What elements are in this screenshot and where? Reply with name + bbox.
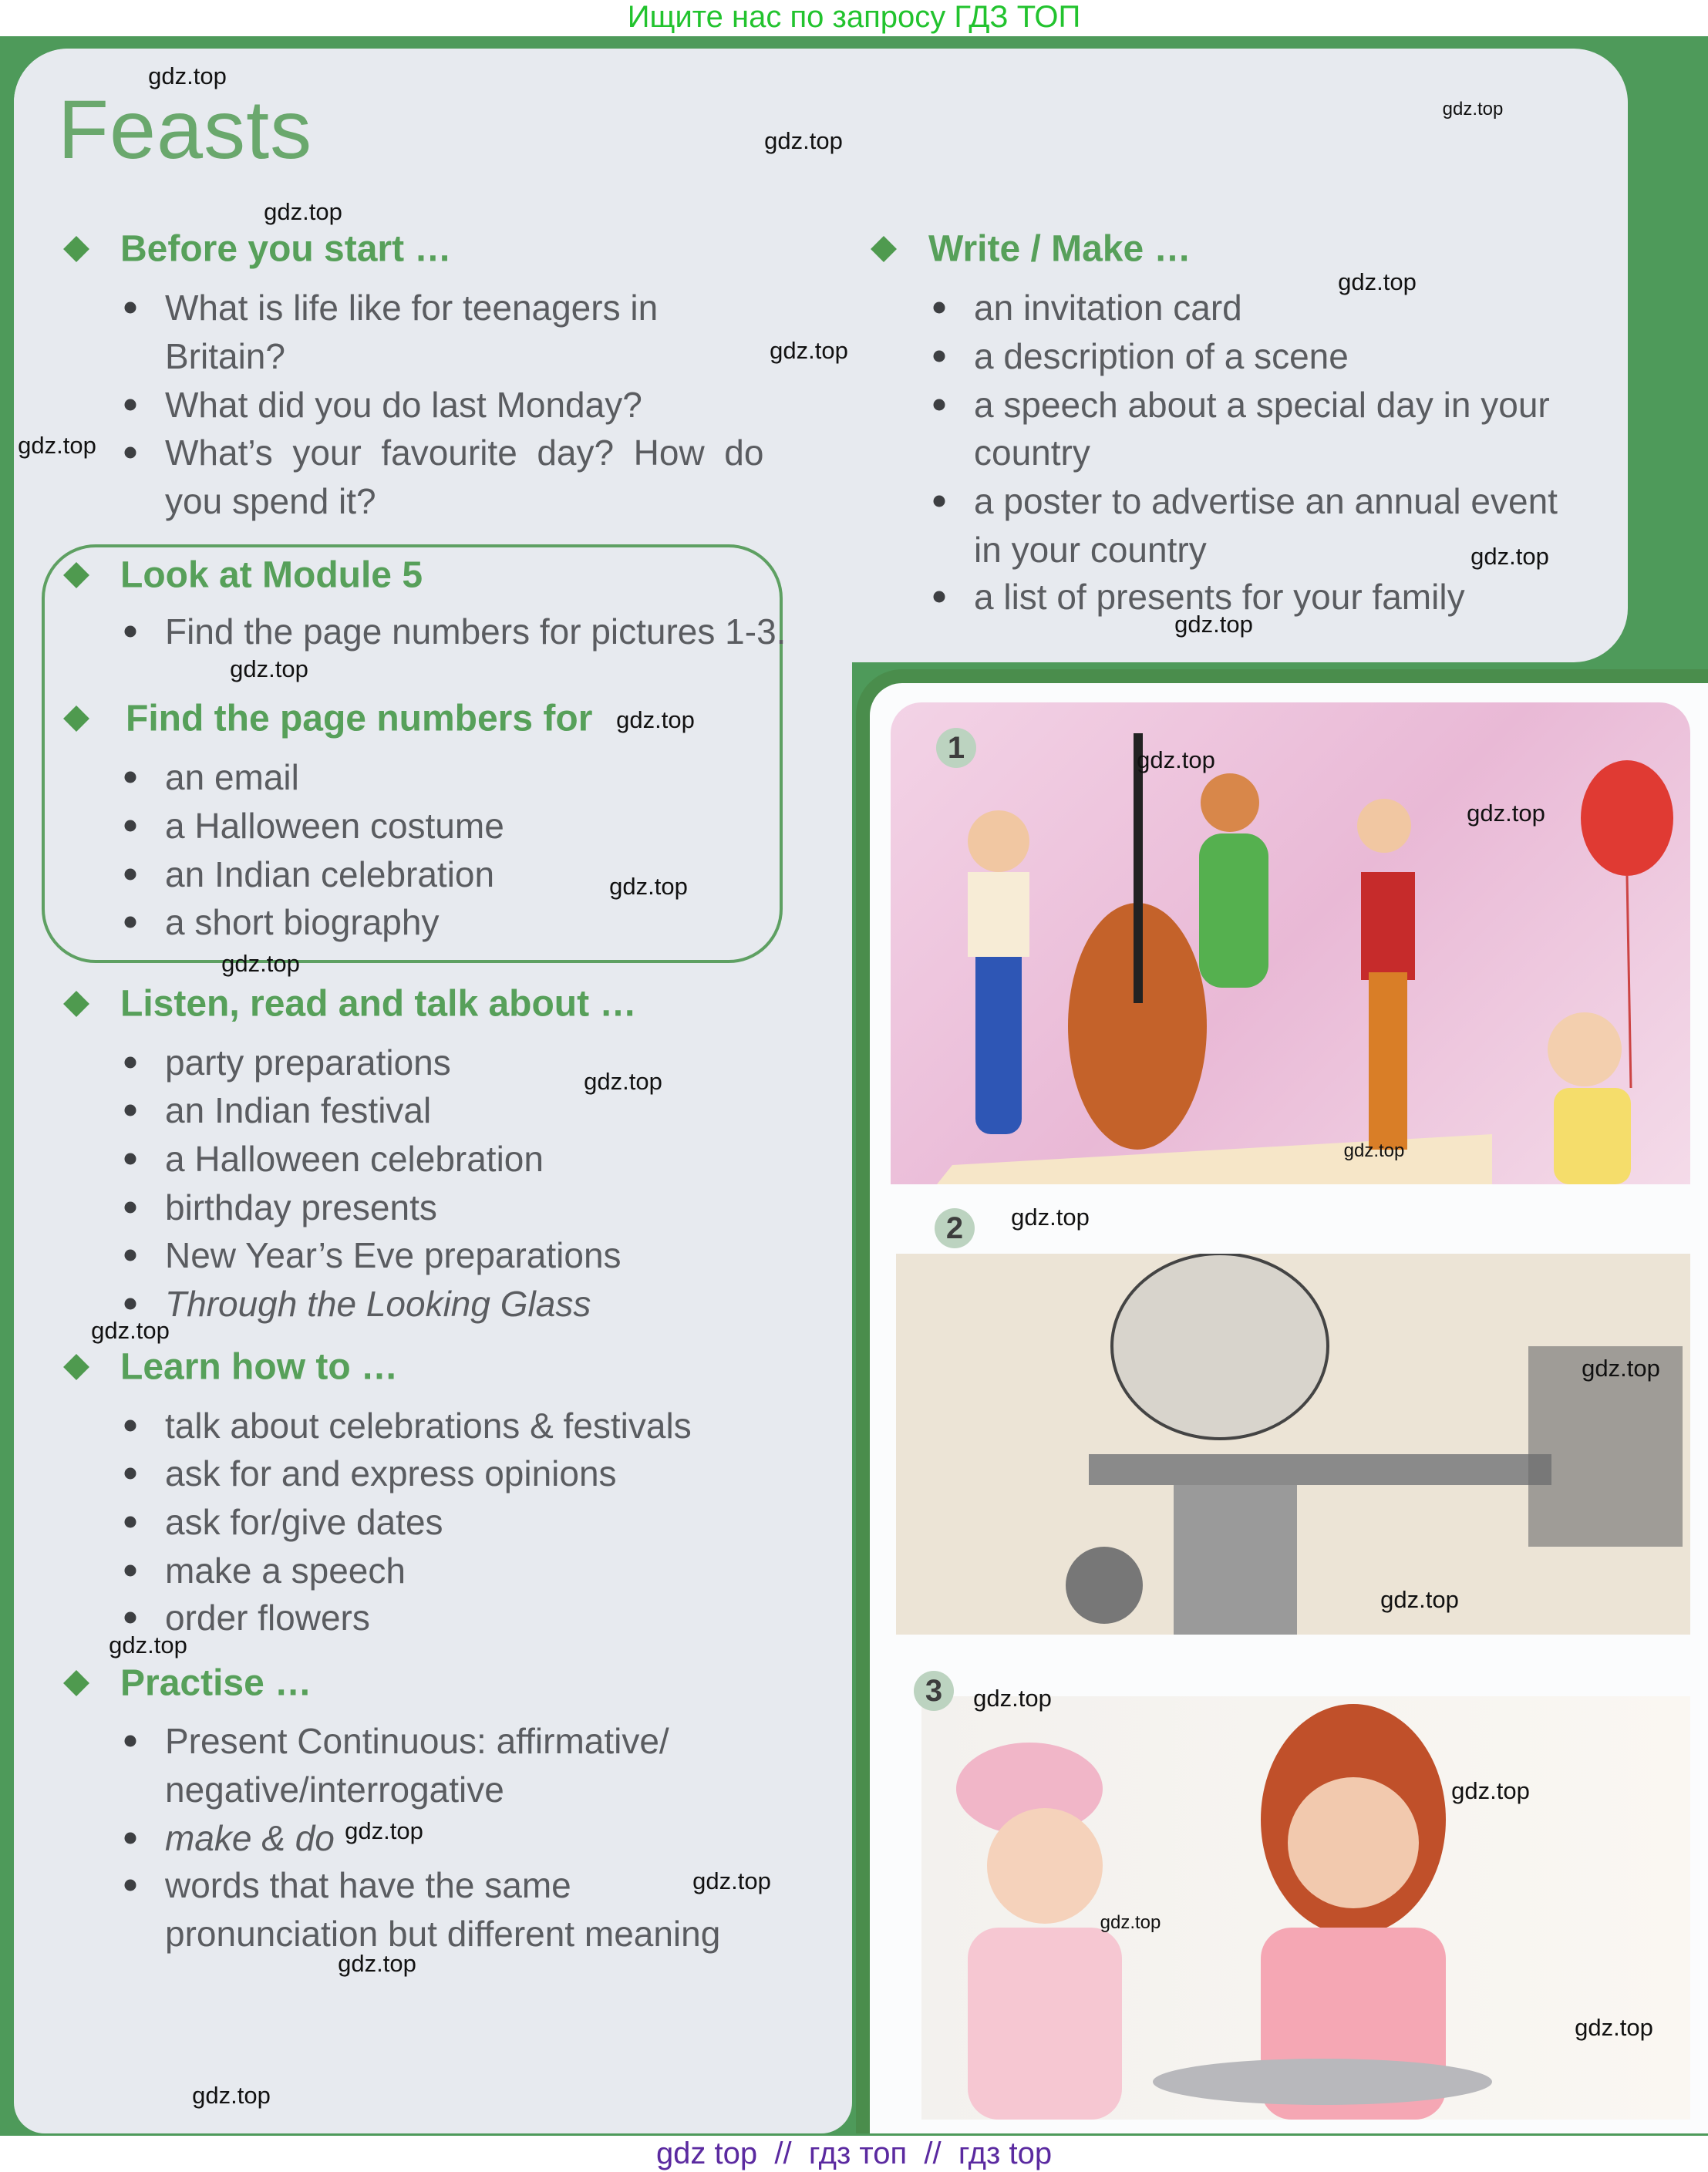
section-heading-before-you-start: Before you start … <box>120 228 452 270</box>
bullet-icon <box>125 626 136 638</box>
bullet-icon <box>125 1833 136 1844</box>
list-item: New Year’s Eve preparations <box>165 1235 622 1275</box>
list-item: pronunciation but different meaning <box>165 1914 721 1954</box>
list-item: a Halloween costume <box>165 806 504 846</box>
watermark-text: gdz.top <box>1174 611 1253 638</box>
list-item: birthday presents <box>165 1187 437 1227</box>
list-item: talk about celebrations & festivals <box>165 1406 692 1446</box>
watermark-text: gdz.top <box>1575 2014 1653 2041</box>
picture-number-badge: 2 <box>935 1208 975 1248</box>
list-item: a Halloween celebration <box>165 1139 544 1179</box>
watermark-text: gdz.top <box>1380 1586 1459 1613</box>
bullet-icon <box>934 351 945 362</box>
list-item: ask for/give dates <box>165 1502 443 1542</box>
picture-number-badge: 3 <box>914 1671 954 1711</box>
list-item: a poster to advertise an annual event <box>974 481 1558 521</box>
list-item: What is life like for teenagers in <box>165 288 659 328</box>
watermark-text: gdz.top <box>764 127 843 154</box>
bullet-icon <box>125 917 136 928</box>
bullet-icon <box>125 820 136 832</box>
picture-band-party <box>891 702 1690 1184</box>
watermark-text: gdz.top <box>692 1867 771 1894</box>
watermark-text: gdz.top <box>264 198 342 225</box>
watermark-text: gdz.top <box>1451 1777 1530 1804</box>
list-item: Britain? <box>165 336 285 376</box>
bullet-icon <box>125 447 136 459</box>
list-item: What’s your favourite day? How do <box>165 433 764 473</box>
list-item: party preparations <box>165 1042 451 1083</box>
list-item: you spend it? <box>165 481 376 521</box>
bullet-icon <box>934 399 945 411</box>
contents-panel-left <box>14 49 852 2133</box>
list-item: a short biography <box>165 902 440 942</box>
watermark-text: gdz.top <box>1100 1912 1161 1933</box>
list-item: Through the Looking Glass <box>165 1284 591 1324</box>
humpty-illustration <box>896 1254 1690 1635</box>
watermark-text: gdz.top <box>973 1685 1052 1712</box>
bullet-icon <box>934 496 945 507</box>
watermark-text: gdz.top <box>1011 1204 1090 1231</box>
watermark-text: gdz.top <box>1343 1140 1405 1161</box>
watermark-text: gdz.top <box>18 432 96 459</box>
bullet-icon <box>125 1420 136 1432</box>
bullet-icon <box>125 869 136 881</box>
section-heading-listen-read: Listen, read and talk about … <box>120 983 637 1025</box>
watermark-text: gdz.top <box>1582 1355 1660 1382</box>
bullet-icon <box>125 1517 136 1528</box>
list-item: a speech about a special day in your <box>974 385 1550 425</box>
watermark-text: gdz.top <box>221 950 300 977</box>
watermark-text: gdz.top <box>1137 746 1215 773</box>
picture-humpty-dumpty <box>896 1254 1690 1635</box>
watermark-text: gdz.top <box>148 62 227 89</box>
watermark-text: gdz.top <box>1467 800 1545 827</box>
bullet-icon <box>125 1202 136 1214</box>
list-item: Present Continuous: affirmative/ <box>165 1721 669 1761</box>
watermark-text: gdz.top <box>192 2082 271 2109</box>
list-item: negative/interrogative <box>165 1770 504 1810</box>
section-heading-learn-how: Learn how to … <box>120 1346 398 1388</box>
list-item: make a speech <box>165 1551 406 1591</box>
picture-baking <box>921 1696 1690 2120</box>
bullet-icon <box>125 1105 136 1116</box>
bullet-icon <box>125 302 136 314</box>
watermark-text: gdz.top <box>616 706 695 733</box>
bullet-icon <box>125 1250 136 1261</box>
watermark-text: gdz.top <box>770 337 848 364</box>
section-heading-write-make: Write / Make … <box>928 228 1191 270</box>
bullet-icon <box>125 399 136 411</box>
watermark-text: gdz.top <box>609 873 688 900</box>
list-item: in your country <box>974 530 1207 570</box>
list-item: an Indian celebration <box>165 854 495 894</box>
watermark-text: gdz.top <box>230 655 308 682</box>
list-item: words that have the same <box>165 1865 571 1905</box>
list-item: an invitation card <box>974 288 1242 328</box>
bullet-icon <box>934 591 945 603</box>
band-illustration <box>891 702 1690 1184</box>
watermark-text: gdz.top <box>345 1817 423 1844</box>
search-banner: Ищите нас по запросу ГДЗ ТОП <box>0 0 1708 36</box>
bullet-icon <box>125 1612 136 1624</box>
list-item: country <box>974 433 1090 473</box>
list-item: What did you do last Monday? <box>165 385 642 425</box>
list-item: an email <box>165 757 299 797</box>
list-item: make & do <box>165 1818 335 1858</box>
list-item: Find the page numbers for pictures 1-3. <box>165 611 787 652</box>
bullet-icon <box>125 1153 136 1165</box>
bullet-icon <box>125 1565 136 1577</box>
watermark-text: gdz.top <box>338 1950 416 1977</box>
picture-number-badge: 1 <box>936 728 976 768</box>
bullet-icon <box>125 1468 136 1480</box>
page-title: Feasts <box>58 83 313 176</box>
list-item: a description of a scene <box>974 336 1349 376</box>
list-item: an Indian festival <box>165 1090 432 1130</box>
watermark-text: gdz.top <box>91 1317 170 1344</box>
watermark-text: gdz.top <box>1442 99 1504 120</box>
section-heading-look-at-module: Look at Module 5 <box>120 554 423 596</box>
watermark-text: gdz.top <box>1470 543 1549 570</box>
watermark-text: gdz.top <box>1338 268 1417 295</box>
bullet-icon <box>934 302 945 314</box>
watermark-text: gdz.top <box>109 1632 187 1658</box>
baking-photo <box>921 1696 1690 2120</box>
bullet-icon <box>125 1298 136 1310</box>
section-heading-practise: Practise … <box>120 1662 312 1704</box>
list-item: ask for and express opinions <box>165 1453 617 1493</box>
list-item: a list of presents for your family <box>974 577 1465 617</box>
footer-banner: gdz top // гдз топ // гдз top <box>0 2136 1708 2172</box>
list-item: order flowers <box>165 1598 370 1638</box>
bullet-icon <box>125 772 136 783</box>
bullet-icon <box>125 1057 136 1069</box>
bullet-icon <box>125 1736 136 1747</box>
watermark-text: gdz.top <box>584 1068 662 1095</box>
section-heading-find-page-numbers: Find the page numbers for <box>126 698 593 739</box>
bullet-icon <box>125 1880 136 1891</box>
